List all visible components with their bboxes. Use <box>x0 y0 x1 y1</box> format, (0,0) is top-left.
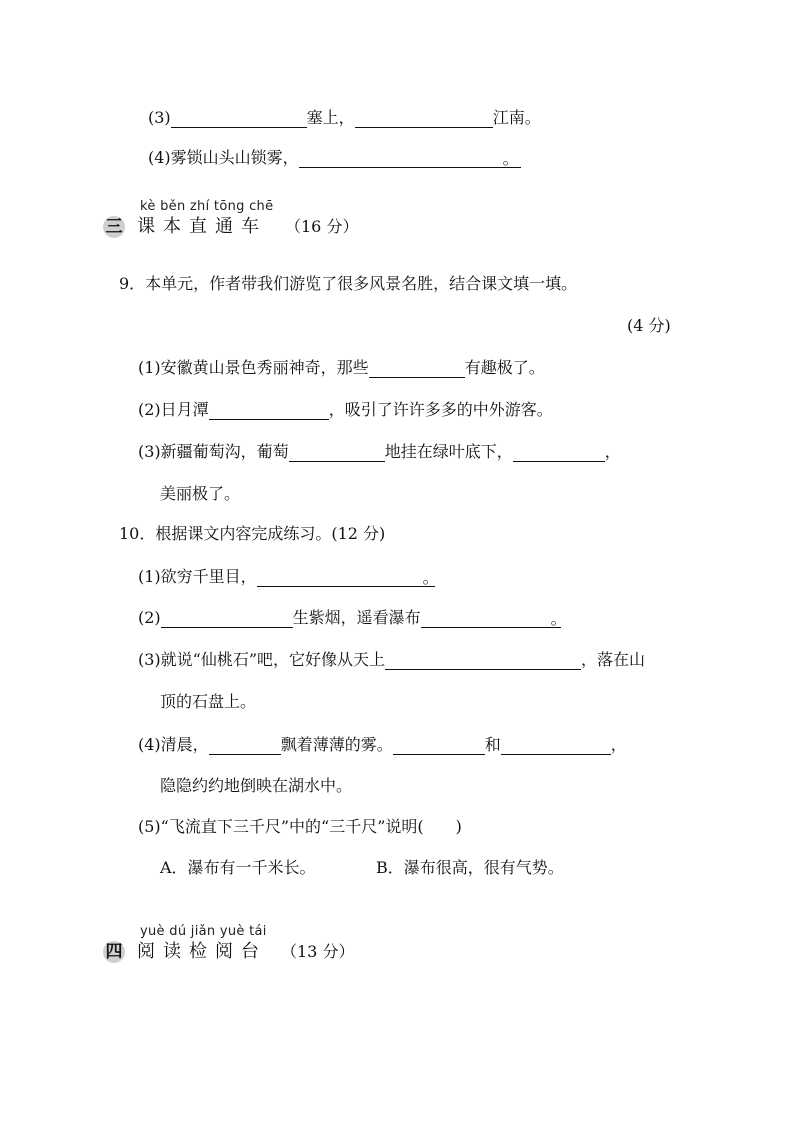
item-number: (1) <box>138 567 161 586</box>
section-4-title: 阅读检阅台 <box>137 941 267 962</box>
item-number: (4) <box>148 148 171 167</box>
q9-item-2 <box>138 400 553 420</box>
section-3-pinyin: kè běn zhí tōng chē <box>140 199 274 214</box>
section-4-pinyin: yuè dú jiǎn yuè tái <box>140 924 267 939</box>
item-number: (3) <box>138 650 161 669</box>
item-text: ， <box>610 735 627 754</box>
item-number: (5) <box>138 817 161 836</box>
item-text: 欲穷千里目， <box>160 567 257 586</box>
item-text: 生紫烟，遥看瀑布 <box>292 608 421 627</box>
answer-blank[interactable] <box>257 568 439 587</box>
item-text: 安徽黄山景色秀丽神奇，那些 <box>160 358 369 377</box>
item-text: 就说“仙桃石”吧，它好像从天上 <box>160 650 386 669</box>
answer-blank[interactable] <box>355 109 493 128</box>
item-text: 飘着薄薄的雾。 <box>280 735 393 754</box>
item-text: 。 <box>550 609 567 628</box>
q9-stem: 9．本单元，作者带我们游览了很多风景名胜，结合课文填一填。 <box>119 274 578 293</box>
answer-blank[interactable] <box>513 443 605 462</box>
section-4-badge: 四 <box>103 941 125 963</box>
q10-option-b[interactable]: B．瀑布很高，很有气势。 <box>376 858 564 877</box>
answer-blank[interactable] <box>209 736 281 755</box>
q10-item-1 <box>138 567 439 587</box>
item-number: (2) <box>138 400 161 419</box>
answer-blank[interactable] <box>393 736 485 755</box>
q9-item-1 <box>138 358 545 378</box>
item-number: (4) <box>138 735 161 754</box>
item-text: ，落在山 <box>581 650 646 669</box>
item-number: (2) <box>138 608 161 627</box>
q10-item-3-cont: 顶的石盘上。 <box>160 692 257 711</box>
item-text: 塞上， <box>306 108 355 127</box>
q10-stem: 10．根据课文内容完成练习。(12 分) <box>119 524 386 543</box>
section-4-score: （13 分） <box>281 942 355 961</box>
item-text: 日月潭 <box>160 400 209 419</box>
item-text: 。 <box>422 568 439 587</box>
item-text: 地挂在绿叶底下， <box>384 442 513 461</box>
section-3-score: （16 分） <box>285 217 359 236</box>
item-text: 和 <box>484 735 501 754</box>
answer-blank[interactable] <box>289 443 385 462</box>
q10-item-5 <box>138 817 462 837</box>
answer-blank[interactable] <box>421 609 567 628</box>
q10-item-3 <box>138 650 645 670</box>
item-text: ，吸引了许许多多的中外游客。 <box>328 400 553 419</box>
answer-blank[interactable] <box>501 736 611 755</box>
q10-item-4 <box>138 735 627 755</box>
item-text: 江南。 <box>492 108 541 127</box>
item-text: “飞流直下三千尺”中的“三千尺”说明( ) <box>160 817 462 836</box>
section-3-title: 课本直通车 <box>137 216 267 237</box>
item-text: 。 <box>502 149 519 168</box>
q10-option-a[interactable]: A．瀑布有一千米长。 <box>160 858 316 877</box>
item-text: 新疆葡萄沟，葡萄 <box>160 442 289 461</box>
q10-item-4-cont: 隐隐约约地倒映在湖水中。 <box>160 776 353 795</box>
answer-blank[interactable] <box>299 149 521 168</box>
q10-item-2 <box>138 608 567 628</box>
item-number: (3) <box>148 108 171 127</box>
item-text: 清晨， <box>160 735 209 754</box>
section-3-badge: 三 <box>103 216 125 238</box>
q8-item-3 <box>148 108 541 128</box>
answer-blank[interactable] <box>171 109 307 128</box>
item-number: (3) <box>138 442 161 461</box>
q9-item-3 <box>138 442 621 462</box>
q9-score: (4 分) <box>627 316 671 335</box>
answer-blank[interactable] <box>385 651 581 670</box>
q9-item-3-cont: 美丽极了。 <box>160 484 241 503</box>
item-number: (1) <box>138 358 161 377</box>
answer-blank[interactable] <box>161 609 293 628</box>
q8-item-4 <box>148 148 521 168</box>
item-text: 雾锁山头山锁雾， <box>170 148 299 167</box>
answer-blank[interactable] <box>369 359 465 378</box>
item-text: ， <box>604 442 621 461</box>
item-text: 有趣极了。 <box>464 358 545 377</box>
answer-blank[interactable] <box>209 401 329 420</box>
